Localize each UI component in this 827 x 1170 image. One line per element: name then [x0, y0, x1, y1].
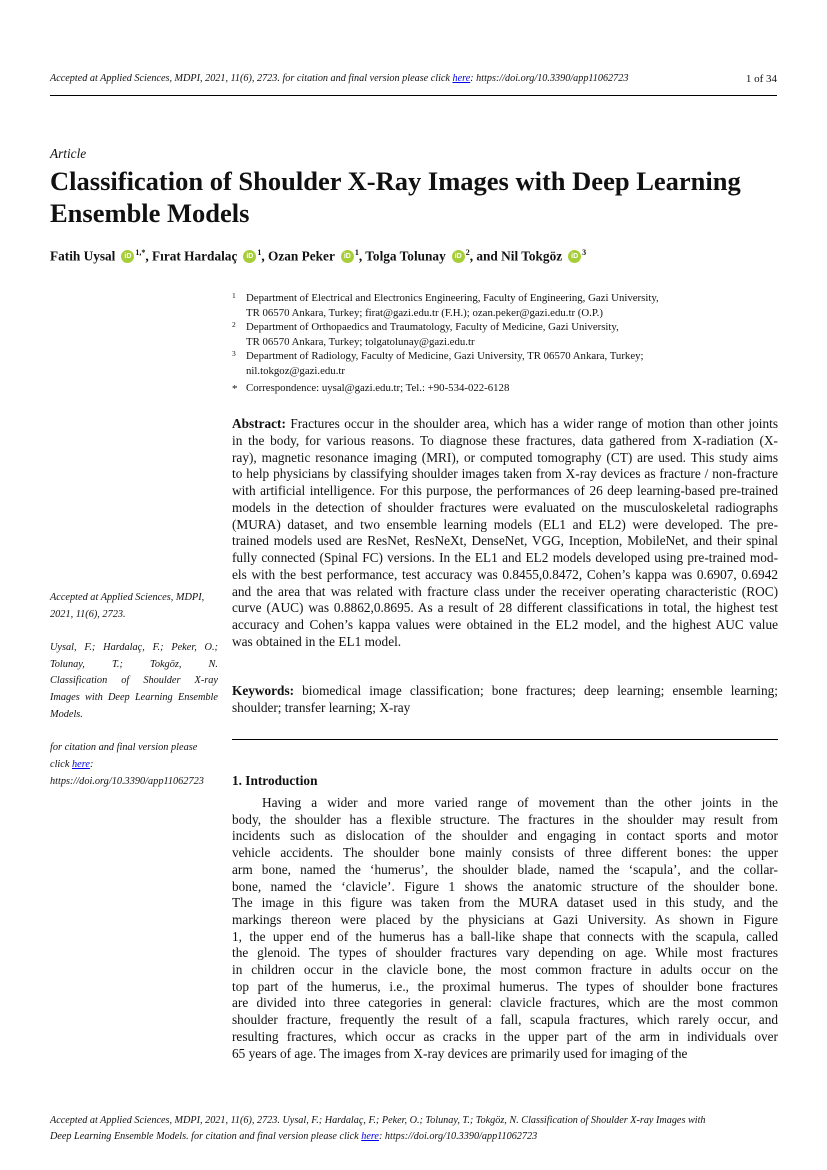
affiliation-line: nil.tokgoz@gazi.edu.tr	[246, 365, 345, 377]
section-rule	[232, 739, 778, 740]
line-text: resulting fractures, which occur as cracks in the upper part of the arm in individuals over	[232, 1028, 778, 1044]
affiliation-mark: 3	[232, 349, 236, 359]
text-line	[232, 845, 778, 861]
author-affiliation-mark: 1	[257, 248, 262, 257]
author-name: Fırat Hardalaç	[152, 248, 238, 264]
author-affiliation-mark: 1,*	[135, 248, 146, 257]
line-text: The image in this figure was taken from the MURA dataset used in this study, and the	[232, 895, 778, 911]
line-text: curve (AUC) was 0.8862,0.8695. As a result of 28 different classifications in total, the highest test	[232, 600, 778, 616]
orcid-icon[interactable]: iD	[568, 250, 581, 263]
sidebar-text: click	[50, 759, 73, 770]
text-line	[232, 433, 778, 449]
text-line	[232, 466, 778, 482]
page-number: 1 of 34	[745, 73, 777, 85]
text-line	[232, 634, 778, 650]
author-separator: ,	[261, 248, 269, 264]
affiliation-line: Correspondence: uysal@gazi.edu.tr; Tel.: +90-534-022-6128	[246, 381, 510, 394]
label: Keywords:	[232, 683, 295, 698]
line-text: els with the best performance, test accuracy was 0.8455,0.8472, Cohen’s kappa was 0.6907, 0.6942	[232, 566, 778, 582]
author-name: Nil Tokgöz	[501, 248, 563, 264]
author-affiliation-mark: 1	[354, 248, 359, 257]
footer-text: Deep Learning Ensemble Models. for citation and final version please click	[50, 1131, 362, 1142]
header-citation: Accepted at Applied Sciences, MDPI, 2021, 11(6), 2723. for citation and final version please click	[50, 73, 453, 84]
title-line: Ensemble Models	[50, 198, 250, 228]
text-line	[232, 979, 778, 995]
header-here-link[interactable]: here	[452, 73, 471, 84]
text-line	[232, 584, 778, 600]
line-text: 1, the upper end of the humerus has a ball-like shape that connects with the scapula, called	[232, 928, 778, 944]
text-line	[232, 879, 778, 895]
line-text: are divided into three categories in general: clavicle fractures, which are the most common	[232, 995, 778, 1011]
author-separator: ,	[358, 248, 366, 264]
author-separator: ,	[145, 248, 153, 264]
affiliation-line: Department of Radiology, Faculty of Medicine, Gazi University, TR 06570 Ankara, Turkey;	[246, 350, 644, 363]
sidebar-click-line	[50, 759, 218, 770]
text-line	[232, 895, 778, 911]
line-text: was obtained in the EL1 model.	[232, 633, 402, 649]
author-affiliation-mark: 3	[582, 248, 587, 257]
line-text: accuracy and Cohen’s kappa values were obtained in the EL2 model, and the highest AUC value	[232, 617, 778, 632]
footer-doi: : https://doi.org/10.3390/app11062723	[378, 1131, 538, 1142]
sidebar-here-link[interactable]: here	[72, 759, 90, 770]
line-text: incidents such as dislocation of the shoulder and engaging in contact sports and motor	[232, 828, 778, 844]
line-text: in the body, for various reasons. To diagnose these fractures, data gathered from X-radiation (X-	[232, 432, 778, 448]
line-text: body, the shoulder has a flexible structure. The fractures in the shoulder may result from	[232, 811, 778, 827]
line-text: trained models used are ResNet, ResNeXt, DenseNet, VGG, Inception, MobileNet, and their spinal	[232, 533, 778, 549]
affiliation-line: Department of Electrical and Electronics Engineering, Faculty of Engineering, Gazi University,	[246, 292, 659, 304]
sidebar-text: for citation and final version please	[50, 742, 198, 753]
sidebar-citation-line: Classification of Shoulder X-ray	[50, 675, 218, 687]
affiliation-line: TR 06570 Ankara, Turkey; firat@gazi.edu.tr (F.H.); ozan.peker@gazi.edu.tr (O.P.)	[246, 306, 603, 319]
line-text: shoulder; transfer learning; X-ray	[232, 699, 411, 715]
text-line	[232, 683, 778, 699]
text-line	[232, 812, 778, 828]
author-separator: , and	[469, 248, 502, 264]
affiliation-mark: *	[232, 382, 238, 395]
text-line	[232, 416, 778, 432]
title-line: Classification of Shoulder X-Ray Images with Deep Learning	[50, 166, 741, 196]
line-text: (MURA) dataset, and two ensemble learning models (EL1 and EL2) were developed. The pre-	[232, 516, 778, 532]
orcid-icon[interactable]: iD	[452, 250, 465, 263]
text-line	[232, 483, 778, 499]
text-line	[232, 600, 778, 616]
line-text: and the area that was related with fracture class under the receiver operating characteristic (ROC)	[232, 583, 778, 599]
author-list	[50, 248, 586, 264]
author-name: Tolga Tolunay	[365, 248, 446, 264]
running-header	[50, 73, 628, 84]
footer-line	[50, 1131, 537, 1142]
text-line	[232, 533, 778, 549]
header-rule	[50, 95, 777, 96]
affiliation-line: Department of Orthopaedics and Traumatology, Faculty of Medicine, Gazi University,	[246, 321, 619, 334]
sidebar-doi: https://doi.org/10.3390/app11062723	[50, 776, 204, 787]
text-line	[232, 1029, 778, 1045]
line-text: arm bone, named the ‘humerus’, the shoulder blade, named the ‘scapula’, and the collar-	[232, 861, 778, 877]
text-line	[232, 617, 778, 633]
affiliation-line: TR 06570 Ankara, Turkey; tolgatolunay@gazi.edu.tr	[246, 335, 475, 348]
line-text: with artificial intelligence. For this purpose, the performances of 26 deep learning-based pre-trained	[232, 483, 778, 498]
sidebar-citation-line: Models.	[50, 708, 83, 720]
affiliation-mark: 2	[232, 320, 236, 330]
author-name: Fatih Uysal	[50, 248, 116, 264]
text-line	[232, 945, 778, 961]
sidebar-citation-line: Uysal, F.; Hardalaç, F.; Peker, O.;	[50, 642, 218, 653]
line-text: ray), magnetic resonance imaging (MRI), or computed tomography (CT) are used. This study aims	[232, 449, 778, 465]
sidebar-text: Accepted at Applied Sciences, MDPI,	[50, 592, 205, 603]
text-line	[232, 995, 778, 1011]
text-line	[232, 700, 778, 716]
text-line	[232, 929, 778, 945]
text-line	[232, 828, 778, 844]
line-text: top part of the humerus, i.e., the proximal humerus. The types of shoulder bone fractures	[232, 978, 778, 994]
line-text: biomedical image classification; bone fractures; deep learning; ensemble learning;	[294, 683, 778, 698]
orcid-icon[interactable]: iD	[243, 250, 256, 263]
text-line	[232, 1012, 778, 1028]
text-line	[232, 567, 778, 583]
line-text: fully connected (Spinal FC) versions. In the EL1 and EL2 models developed using pre-trained mod-	[232, 550, 778, 565]
text-line	[262, 795, 778, 811]
line-text: Fractures occur in the shoulder area, which has a wider range of motion than other joints	[285, 416, 778, 431]
orcid-icon[interactable]: iD	[121, 250, 134, 263]
sidebar-citation-line: Images with Deep Learning Ensemble	[50, 692, 218, 704]
author-affiliation-mark: 2	[465, 248, 470, 257]
line-text: to help physicians by classifying shoulder images taken from X-ray devices as fracture / non-fracture	[232, 466, 778, 482]
text-line	[232, 962, 778, 978]
label: Abstract:	[232, 416, 286, 431]
text-line	[232, 912, 778, 928]
text-line	[232, 517, 778, 533]
footer-here-link[interactable]: here	[361, 1131, 379, 1142]
text-line	[232, 550, 778, 566]
line-text: models in the detection of shoulder fractures were evaluated on the musculoskeletal radiographs	[232, 499, 778, 515]
line-text: bone, named the ‘clavicle’. Figure 1 shows the anatomic structure of the shoulder bone.	[232, 878, 778, 894]
header-doi: : https://doi.org/10.3390/app11062723	[470, 73, 629, 84]
line-text: 65 years of age. The images from X-ray devices are primarily used for imaging of the	[232, 1045, 688, 1061]
line-text: markings thereon were placed by the physicians at Gazi University. As shown in Figure	[232, 911, 778, 927]
line-text: Having a wider and more varied range of movement than the other joints in the	[262, 795, 778, 810]
article-type: Article	[50, 146, 87, 161]
line-text: vehicle accidents. The shoulder bone mainly consists of three different bones: the upper	[232, 845, 778, 861]
text-line	[232, 450, 778, 466]
line-text: shoulder fracture, frequently the result of a fall, scapula fractures, which rarely occur, and	[232, 1012, 778, 1028]
text-line	[232, 862, 778, 878]
sidebar-text: :	[89, 759, 94, 770]
orcid-icon[interactable]: iD	[341, 250, 354, 263]
text-line	[232, 500, 778, 516]
line-text: the glenoid. The types of shoulder fractures vary depending on age. While most fractures	[232, 945, 778, 961]
affiliation-mark: 1	[232, 291, 236, 300]
footer-line: Accepted at Applied Sciences, MDPI, 2021, 11(6), 2723. Uysal, F.; Hardalaç, F.; Peker, O.; Tolunay, T.; Tokgöz, N. Classification of Shoulder X-ray Images with	[50, 1115, 706, 1126]
author-name: Ozan Peker	[268, 248, 335, 264]
text-line	[232, 1046, 778, 1062]
sidebar-text: 2021, 11(6), 2723.	[50, 609, 126, 620]
sidebar-citation-line: Tolunay, T.; Tokgöz, N.	[50, 658, 218, 670]
line-text: in children occur in the clavicle bone, the most common fracture in adults occur on the	[232, 962, 778, 977]
section-heading: 1. Introduction	[232, 773, 318, 788]
